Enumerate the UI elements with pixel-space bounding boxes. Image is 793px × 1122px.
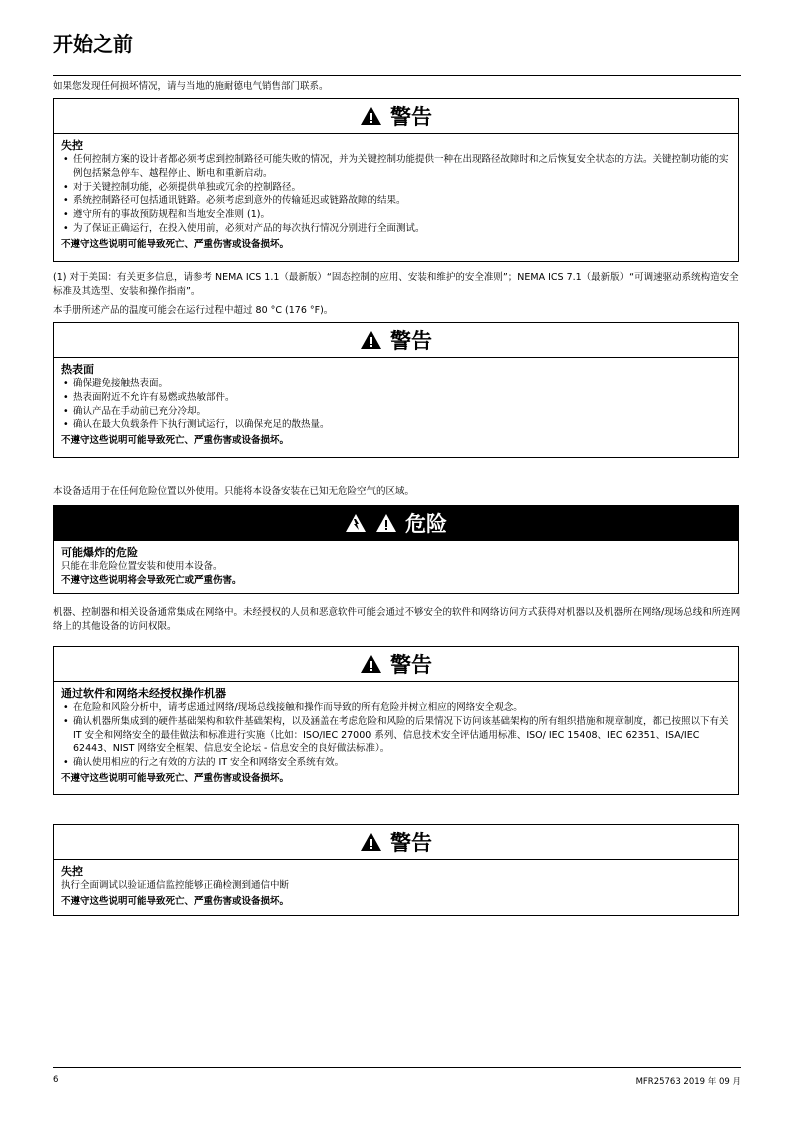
page-footer — [53, 1075, 741, 1085]
danger-box-explosion — [53, 505, 739, 594]
danger-consequence: 不遵守这些说明将会导致死亡或严重伤害。 — [61, 574, 242, 586]
danger-header — [54, 506, 738, 541]
warning-header — [54, 647, 738, 682]
list-item: • 热表面附近不允许有易燃或热敏部件。 — [73, 391, 731, 405]
warning-header-label: 警告 — [390, 329, 432, 353]
warning-consequence: 不遵守这些说明可能导致死亡、严重伤害或设备损坏。 — [61, 435, 290, 447]
list-item: • 在危险和风险分析中，请考虑通过网络/现场总线接触和操作而导致的所有危险并树立相应的网络安全观念。 — [73, 701, 731, 715]
warning-triangle-icon — [375, 513, 397, 533]
warning-header — [54, 825, 738, 860]
list-item: • 确认使用相应的行之有效的方法的 IT 安全和网络安全系统有效。 — [73, 756, 731, 770]
warning-header-label: 警告 — [390, 653, 432, 677]
warning-header — [54, 99, 738, 134]
warning-subtitle: 失控 — [61, 865, 83, 878]
list-item: • 系统控制路径可包括通讯链路。必须考虑到意外的传输延迟或链路故障的结果。 — [73, 194, 731, 208]
warning-box-control-loss — [53, 98, 739, 262]
list-item: • 确认机器所集成到的硬件基础架构和软件基础架构，以及涵盖在考虑危险和风险的后果情况下访问该基础架构的所有组织措施和规章制度，都已按照以下有关 IT 安全和网络安全的最佳做法和标准进行实施（比如：ISO/IEC 27000 系列、信息技术安全评估通用标准、ISO/ IEC 15408、IEC 62351、ISA/IEC 62443、NIST 网络安全框架、信息安全论坛 - 信息安全的良好做法标准）。 — [73, 715, 731, 756]
list-item: • 确认产品在手动前已充分冷却。 — [73, 405, 731, 419]
warning-triangle-icon — [360, 106, 382, 126]
danger-header-label: 危险 — [405, 512, 447, 536]
warning-header-label: 警告 — [390, 105, 432, 129]
warning-list — [61, 701, 731, 770]
page-title: 开始之前 — [53, 32, 133, 56]
warning-subtitle: 通过软件和网络未经授权操作机器 — [61, 687, 226, 700]
danger-text: 只能在非危险位置安装和使用本设备。 — [61, 561, 223, 572]
warning-triangle-icon — [360, 330, 382, 350]
list-item: • 遵守所有的事故预防规程和当地安全准则 (1)。 — [73, 208, 731, 222]
warning-subtitle: 热表面 — [61, 363, 94, 376]
footer-rule — [53, 1067, 741, 1068]
warning-consequence: 不遵守这些说明可能导致死亡、严重伤害或设备损坏。 — [61, 895, 290, 907]
warning-box-network — [53, 646, 739, 795]
warning-subtitle: 失控 — [61, 139, 83, 152]
warning-triangle-icon — [360, 654, 382, 674]
warning-triangle-icon — [360, 832, 382, 852]
temperature-text: 本手册所述产品的温度可能会在运行过程中超过 80 °C (176 °F)。 — [53, 305, 334, 316]
hazard-location-text: 本设备适用于在任何危险位置以外使用。只能将本设备安装在已知无危险空气的区域。 — [53, 486, 415, 497]
warning-box-hot-surface — [53, 322, 739, 458]
list-item: • 确保避免接触热表面。 — [73, 377, 731, 391]
warning-box-communication — [53, 824, 739, 916]
warning-header — [54, 323, 738, 358]
intro-text: 如果您发现任何损坏情况，请与当地的施耐德电气销售部门联系。 — [53, 81, 329, 92]
warning-header-label: 警告 — [390, 831, 432, 855]
warning-list — [61, 377, 731, 432]
header-rule — [53, 75, 741, 76]
warning-consequence: 不遵守这些说明可能导致死亡、严重伤害或设备损坏。 — [61, 772, 290, 784]
warning-text: 执行全面调试以验证通信监控能够正确检测到通信中断 — [61, 880, 290, 891]
list-item: • 任何控制方案的设计者都必须考虑到控制路径可能失败的情况，并为关键控制功能提供一种在出现路径故障时和之后恢复安全状态的方法。关键控制功能的实例包括紧急停车、越程停止、断电和重新启动。 — [73, 153, 731, 181]
page-number: 6 — [53, 1075, 59, 1085]
explosion-triangle-icon — [345, 513, 367, 533]
footnote-text: (1) 对于美国：有关更多信息，请参考 NEMA ICS 1.1（最新版）“固态控制的应用、安装和维护的安全准则”；NEMA ICS 7.1（最新版）“可调速驱动系统构造安全标准及其选型、安装和操作指南”。 — [53, 272, 739, 297]
danger-subtitle: 可能爆炸的危险 — [61, 546, 138, 559]
network-text: 机器、控制器和相关设备通常集成在网络中。未经授权的人员和恶意软件可能会通过不够安全的软件和网络访问方式获得对机器以及机器所在网络/现场总线和所连网络上的其他设备的访问权限。 — [53, 607, 741, 632]
list-item: • 对于关键控制功能，必须提供单独或冗余的控制路径。 — [73, 181, 731, 195]
warning-list — [61, 153, 731, 236]
document-reference: MFR25763 2019 年 09 月 — [635, 1077, 741, 1087]
warning-consequence: 不遵守这些说明可能导致死亡、严重伤害或设备损坏。 — [61, 238, 290, 250]
list-item: • 为了保证正确运行，在投入使用前，必须对产品的每次执行情况分别进行全面测试。 — [73, 222, 731, 236]
list-item: • 确认在最大负载条件下执行测试运行，以确保充足的散热量。 — [73, 418, 731, 432]
